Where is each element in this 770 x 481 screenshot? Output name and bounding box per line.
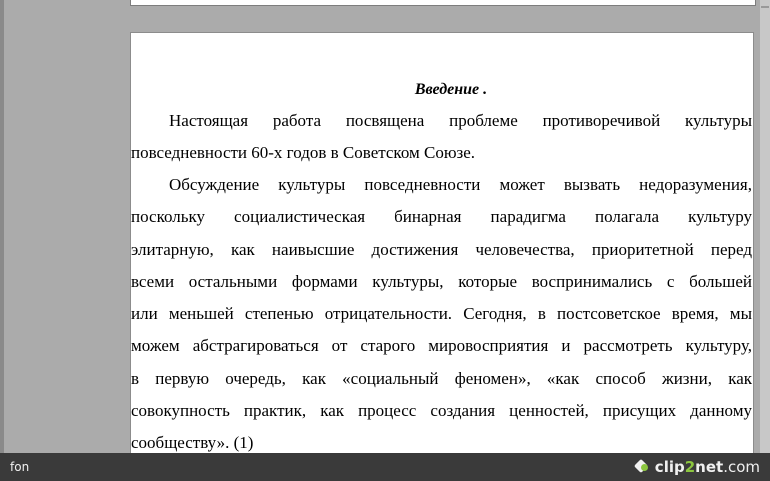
scrollbar-thumb[interactable]	[761, 6, 769, 8]
paragraph-2-line-5: или меньшей степенью отрицательности. Сегодня, в постсоветское время, мы	[131, 304, 752, 324]
paragraph-1-line-2: повседневности 60-х годов в Советском Союзе.	[131, 143, 476, 163]
brand-text-com: .com	[723, 458, 760, 476]
bottom-bar	[0, 453, 770, 481]
previous-page-bottom	[130, 0, 756, 6]
document-heading: Введение .	[414, 81, 488, 98]
brand-text-net: net	[695, 458, 724, 476]
bottom-bar-label: fon	[10, 460, 30, 474]
vertical-scrollbar[interactable]	[760, 0, 770, 453]
paragraph-1	[131, 105, 753, 170]
paragraph-1-line-1: Настоящая работа посвящена проблеме противоречивой культуры	[169, 111, 752, 130]
left-edge	[0, 0, 4, 453]
clip2net-logo-icon	[634, 459, 650, 475]
paragraph-2-line-3: элитарную, как наивысшие достижения человечества, приоритетной перед	[131, 239, 752, 259]
paragraph-2-line-4: всеми остальными формами культуры, которые воспринимались с большей	[131, 271, 752, 291]
paragraph-2-line-7: в первую очередь, как «социальный феномен», «как способ жизни, как	[131, 368, 752, 388]
paragraph-2-line-6: можем абстрагироваться от старого мировосприятия и рассмотреть культуру,	[131, 336, 752, 356]
paragraph-2-line-1: Обсуждение культуры повседневности может вызвать недоразумения,	[169, 175, 752, 194]
document-page[interactable]	[130, 32, 754, 462]
paragraph-2-line-2: поскольку социалистическая бинарная парадигма полагала культуру	[131, 207, 752, 227]
paragraph-2-line-8: совокупность практик, как процесс создания ценностей, присущих данному	[131, 401, 752, 421]
paragraph-2-line-9: сообществу». (1)	[131, 433, 254, 453]
paragraph-2	[131, 169, 753, 460]
clip2net-watermark	[634, 457, 760, 477]
brand-text-clip: clip	[654, 458, 685, 476]
brand-text-2: 2	[684, 458, 696, 476]
